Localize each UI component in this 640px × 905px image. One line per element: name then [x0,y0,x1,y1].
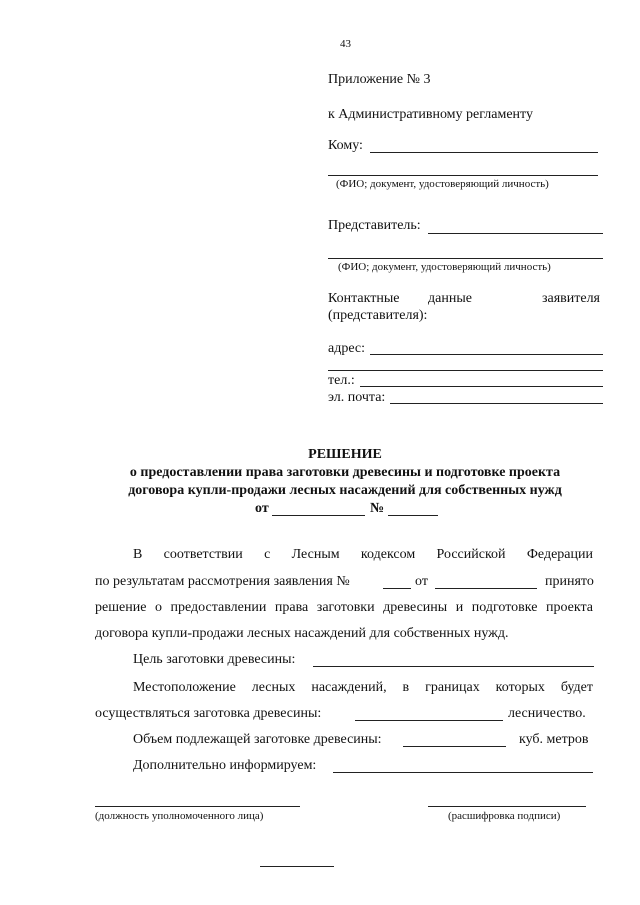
contacts-word-3: заявителя [541,291,600,306]
position-note: (должность уполномоченного лица) [95,810,264,822]
email-label: эл. почта: [328,390,386,405]
email-field-line [390,403,603,404]
footer-divider [260,866,334,867]
decision-heading: РЕШЕНИЕ [308,447,382,462]
decision-number-line [388,515,438,516]
address-label: адрес: [328,341,366,356]
representative-label: Представитель: [328,218,421,233]
contacts-word-1: Контактные [328,291,400,306]
to-field-line-2 [328,175,598,176]
volume-field-line [403,746,506,747]
volume-unit: куб. метров [519,732,589,747]
volume-label: Объем подлежащей заготовке древесины: [133,732,382,747]
location-line-2-b: лесничество. [508,706,586,721]
phone-field-line [360,386,603,387]
to-label: Кому: [328,138,363,153]
body-paragraph-line-4: договора купли-продажи лесных насаждений для собственных нужд. [95,626,509,641]
regulation-label: к Административному регламенту [328,107,533,122]
body-paragraph-line-2-a: по результатам рассмотрения заявления № [95,574,350,589]
decoding-signature-line [428,806,586,807]
forestry-field-line [355,720,503,721]
representative-field-line-2 [328,258,603,259]
representative-field-line [428,233,603,234]
body-paragraph-line-1: В соответствии с Лесным кодексом Российской Федерации [133,547,593,562]
decision-subtitle-line-1: о предоставлении права заготовки древесины и подготовке проекта [129,465,561,480]
to-field-line [370,152,598,153]
contacts-word-2: данные [428,291,472,306]
additional-info-label: Дополнительно информируем: [133,758,317,773]
address-field-line [370,354,603,355]
purpose-field-line [313,666,594,667]
body-paragraph-line-3: решение о предоставлении права заготовки древесины и подготовке проекта [95,600,593,615]
decision-number-label: № [370,501,385,516]
body-paragraph-line-2-b: от [415,574,428,589]
location-line-1: Местоположение лесных насаждений, в границах которых будет [133,680,593,695]
purpose-label: Цель заготовки древесины: [133,652,296,667]
phone-label: тел.: [328,373,355,388]
decision-from-label: от [255,501,269,516]
page-number: 43 [340,38,351,50]
additional-info-line [333,772,593,773]
application-date-line [435,588,537,589]
fio-note-2: (ФИО; документ, удостоверяющий личность) [338,261,551,273]
address-field-line-2 [328,370,603,371]
decoding-note: (расшифровка подписи) [448,810,561,822]
decision-date-line [272,515,365,516]
fio-note-1: (ФИО; документ, удостоверяющий личность) [336,178,549,190]
position-signature-line [95,806,300,807]
appendix-label: Приложение № 3 [328,72,431,87]
contacts-label-line-2: (представителя): [328,308,428,323]
body-paragraph-line-2-c: принято [545,574,594,589]
location-line-2-a: осуществляться заготовка древесины: [95,706,322,721]
decision-subtitle-line-2: договора купли-продажи лесных насаждений для собственных нужд [128,483,562,498]
application-number-line [383,588,411,589]
